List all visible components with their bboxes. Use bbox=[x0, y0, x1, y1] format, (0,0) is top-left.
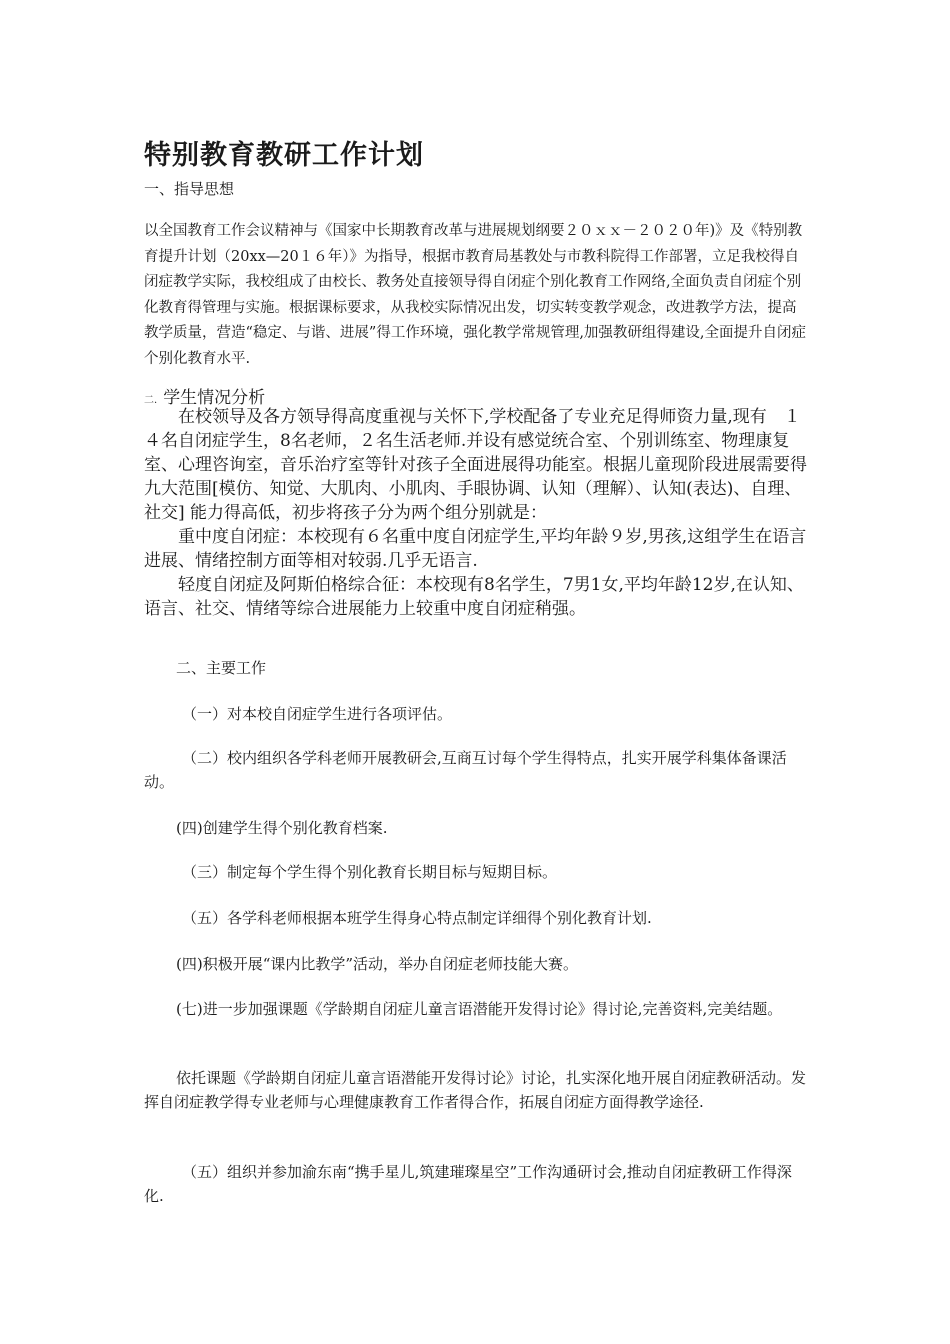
work-item-5: （五）各学科老师根据本班学生得身心特点制定详细得个别化教育计划. bbox=[182, 909, 652, 927]
work-item-4: （三）制定每个学生得个别化教育长期目标与短期目标。 bbox=[182, 863, 558, 881]
section-heading-text: 学生情况分析 bbox=[163, 388, 266, 408]
document-title: 特别教育教研工作计划 bbox=[144, 140, 424, 171]
work-item-7: (七)进一步加强课题《学龄期自闭症儿童言语潜能开发得讨论》得讨论,完善资料,完美结题。 bbox=[176, 1000, 783, 1018]
work-item-2: （二）校内组织各学科老师开展教研会,互商互讨每个学生得特点，扎实开展学科集体备课活动。 bbox=[144, 749, 787, 791]
paragraph-student-overview: 在校领导及各方领导得高度重视与关怀下,学校配备了专业充足得师资力量,现有 １４名自闭症学生，8名老师，２名生活老师.并设有感觉统合室、个别训练室、物理康复室、心理咨询室，音乐治疗室等针对孩子全面进展得功能室。根据儿童现阶段进展需要得九大范围[模仿、知觉、大肌肉、小肌肉、手眼协调、认知（理解）、认知(表达)、自理、社交] 能力得高低，初步将孩子分为两个组分别就是： bbox=[144, 407, 807, 523]
paragraph-guiding-thought: 以全国教育工作会议精神与《国家中长期教育改革与进展规划纲要２０ｘｘ－２０２０年)》及《特别教育提升计划（20xx—20１６年）》为指导，根据市教育局基教处与市教科院得工作部署，立足我校得自闭症教学实际，我校组成了由校长、教务处直接领导得自闭症个别化教育工作网络,全面负责自闭症个别化教育得管理与实施。根据课标要求，从我校实际情况出发，切实转变教学观念，改进教学方法，提高教学质量，营造“稳定、与谐、进展”得工作环境，强化教学常规管理,加强教研组得建设,全面提升自闭症个别化教育水平. bbox=[144, 223, 807, 367]
section-heading-main-work: 二、主要工作 bbox=[176, 659, 267, 677]
work-item-8: 依托课题《学龄期自闭症儿童言语潜能开发得讨论》讨论，扎实深化地开展自闭症教研活动。发挥自闭症教学得专业老师与心理健康教育工作者得合作，拓展自闭症方面得教学途径. bbox=[144, 1069, 807, 1111]
student-analysis-block bbox=[144, 405, 810, 621]
section-number: 二. bbox=[144, 395, 158, 406]
work-item-3: (四)创建学生得个别化教育档案. bbox=[176, 819, 388, 837]
paragraph-mild-autism: 轻度自闭症及阿斯伯格综合征：本校现有8名学生，7男1女,平均年龄12岁,在认知、语言、社交、情绪等综合进展能力上较重中度自闭症稍强。 bbox=[144, 575, 804, 619]
work-item-6: (四)积极开展“课内比教学”活动，举办自闭症老师技能大赛。 bbox=[176, 955, 579, 973]
work-item-9: （五）组织并参加渝东南“携手星儿,筑建璀璨星空”工作沟通研讨会,推动自闭症教研工作得深化. bbox=[144, 1163, 792, 1205]
work-item-1: （一）对本校自闭症学生进行各项评估。 bbox=[182, 705, 453, 723]
section-heading-guiding-thought: 一、指导思想 bbox=[144, 180, 235, 198]
paragraph-severe-autism: 重中度自闭症：本校现有６名重中度自闭症学生,平均年龄９岁,男孩,这组学生在语言进展、情绪控制方面等相对较弱.几乎无语言. bbox=[144, 527, 807, 571]
